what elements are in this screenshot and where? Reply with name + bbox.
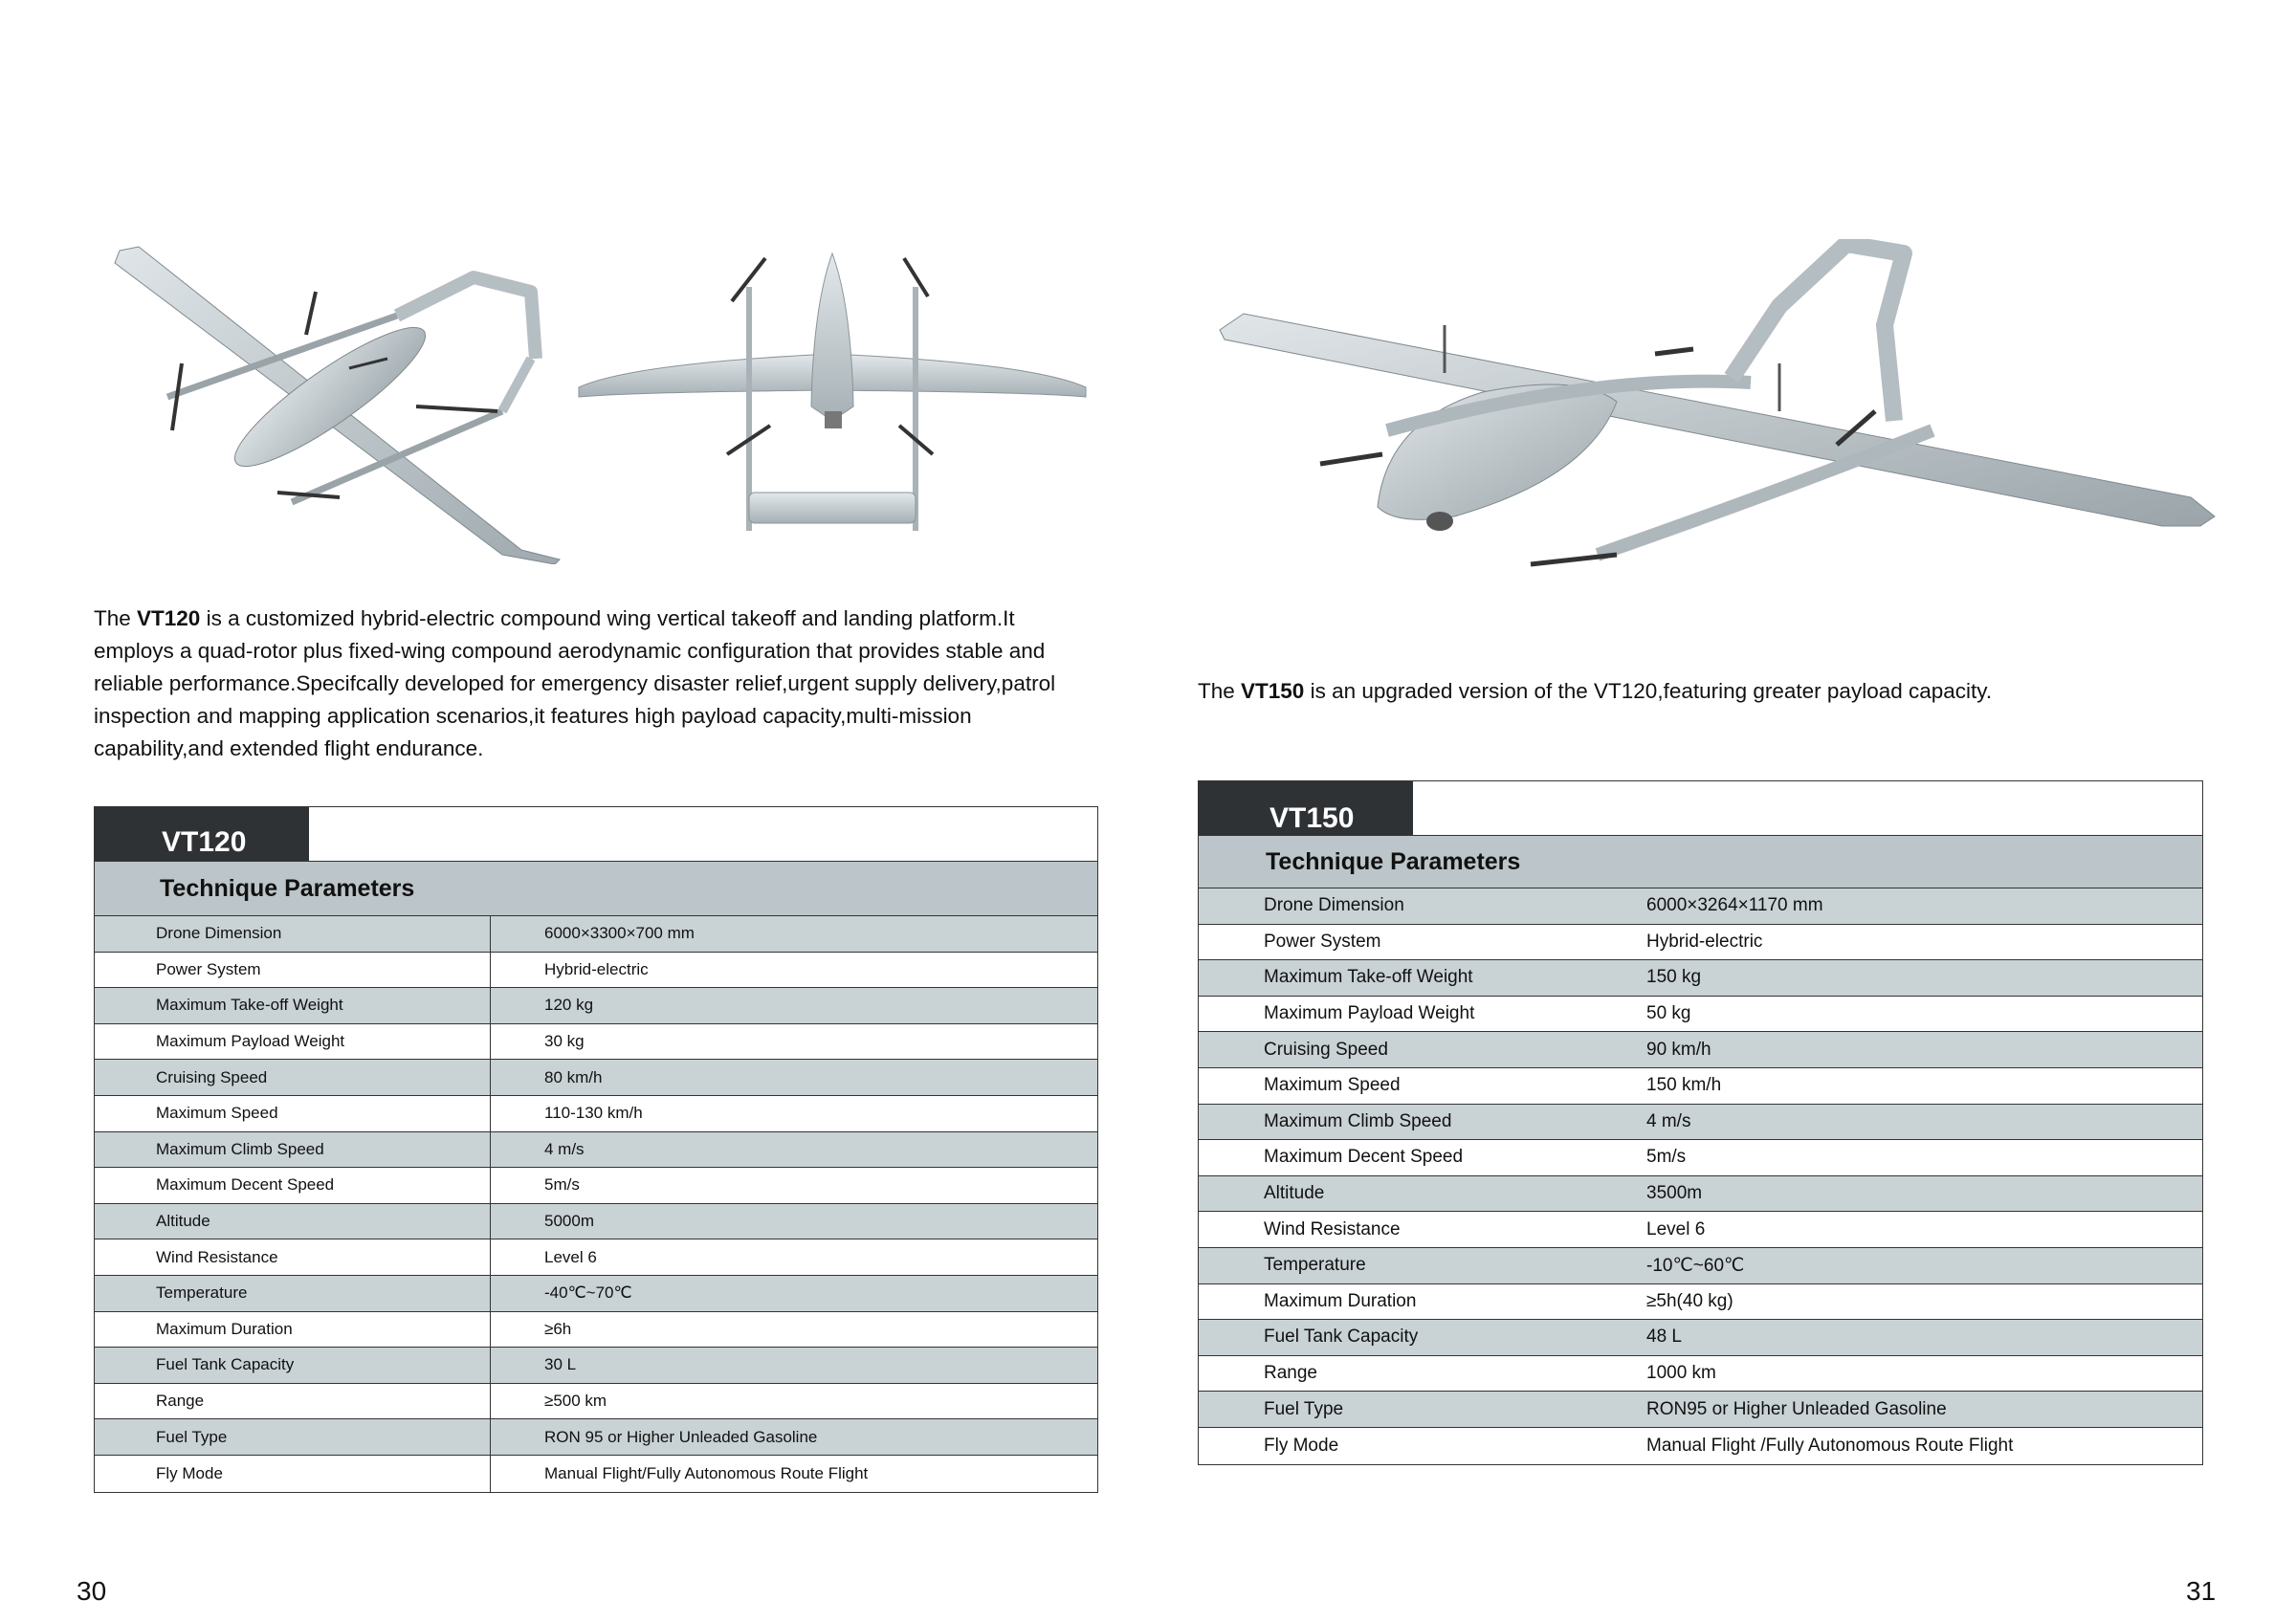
- vt120-intro-pre: The: [94, 606, 138, 630]
- vt120-tab-bar: [95, 807, 1097, 862]
- vt120-tab-label: VT120: [162, 826, 247, 858]
- spec-row: [1199, 997, 2202, 1033]
- spec-value: ≥6h: [544, 1319, 572, 1338]
- spec-row: [95, 1348, 1097, 1384]
- spec-row: [1199, 1176, 2202, 1213]
- vt120-model-tab: [95, 807, 309, 861]
- spec-value: 50 kg: [1646, 1003, 1691, 1024]
- spec-label: Maximum Take-off Weight: [95, 988, 491, 1023]
- spec-value: 110-130 km/h: [544, 1104, 643, 1123]
- spec-value: Hybrid-electric: [1646, 931, 1763, 952]
- spec-value: Hybrid-electric: [544, 959, 649, 978]
- spec-row: [1199, 1392, 2202, 1428]
- spec-label: Wind Resistance: [95, 1239, 491, 1275]
- spec-row: [1199, 1212, 2202, 1248]
- spec-value: 5m/s: [544, 1175, 580, 1195]
- vt150-drone-image: [1215, 239, 2219, 569]
- spec-label: Maximum Speed: [1264, 1075, 1401, 1096]
- spec-row: [95, 1456, 1097, 1492]
- spec-value: 5m/s: [1646, 1147, 1687, 1168]
- spec-value: 150 km/h: [1646, 1075, 1722, 1096]
- spec-value: 6000×3264×1170 mm: [1646, 895, 1823, 916]
- spec-row: [1199, 1248, 2202, 1284]
- vt120-intro-post: is a customized hybrid-electric compound wing vertical takeoff and landing platform.It employs a quad-rotor plus fixed-wing compound aerodynamic configuration that provides stable and reliable performance.Specifcally developed for emergency disaster relief,urgent supply delivery,patrol inspection and mapping application scenarios,it features high payload capacity,multi-mission capability,and extended flight endurance.: [94, 606, 1056, 760]
- spec-label: Temperature: [95, 1276, 491, 1311]
- vt120-drone-angled-image: [110, 239, 588, 564]
- spec-label: Maximum Payload Weight: [95, 1024, 491, 1060]
- spec-label: Fly Mode: [1264, 1435, 1339, 1456]
- spec-value: Level 6: [544, 1247, 597, 1266]
- vt120-spec-table: [94, 806, 1098, 1493]
- spec-label: Maximum Speed: [95, 1096, 491, 1131]
- spec-row: [95, 1132, 1097, 1169]
- spec-row: [95, 1024, 1097, 1061]
- spec-label: Wind Resistance: [1264, 1218, 1401, 1239]
- spec-value: 30 L: [544, 1355, 577, 1374]
- page-number-left: 30: [77, 1576, 107, 1606]
- spec-label: Maximum Payload Weight: [1264, 1003, 1475, 1024]
- spec-value: 150 kg: [1646, 967, 1702, 988]
- vt150-subheading-label: Technique Parameters: [1266, 847, 1521, 875]
- spec-label: Drone Dimension: [1264, 895, 1404, 916]
- spec-value: 30 kg: [544, 1032, 585, 1051]
- spec-row: [95, 988, 1097, 1024]
- spec-value: 120 kg: [544, 996, 594, 1015]
- vt150-intro-pre: The: [1198, 679, 1242, 703]
- spec-value: Manual Flight /Fully Autonomous Route Flight: [1646, 1435, 2014, 1456]
- spec-label: Fuel Type: [95, 1419, 491, 1455]
- spec-value: ≥5h(40 kg): [1646, 1290, 1733, 1311]
- spec-row: [95, 1312, 1097, 1349]
- spec-row: [95, 1096, 1097, 1132]
- spec-label: Maximum Climb Speed: [95, 1132, 491, 1168]
- spec-label: Range: [95, 1384, 491, 1419]
- spec-value: 1000 km: [1646, 1363, 1716, 1384]
- spec-value: 80 km/h: [544, 1067, 603, 1086]
- spec-row: [95, 1239, 1097, 1276]
- spec-value: Level 6: [1646, 1218, 1706, 1239]
- spec-row: [1199, 1140, 2202, 1176]
- spec-row: [1199, 1105, 2202, 1141]
- vt150-intro-model: VT150: [1241, 679, 1305, 703]
- spec-label: Maximum Decent Speed: [95, 1168, 491, 1203]
- spec-value: 5000m: [544, 1212, 594, 1231]
- spec-row: [1199, 1068, 2202, 1105]
- spec-label: Altitude: [95, 1204, 491, 1239]
- spec-label: Maximum Duration: [1264, 1290, 1417, 1311]
- vt120-subheading-label: Technique Parameters: [160, 874, 415, 902]
- spec-row: [1199, 1032, 2202, 1068]
- vt150-spec-table: [1198, 780, 2203, 1465]
- vt150-tab-label: VT150: [1269, 802, 1355, 834]
- spec-label: Maximum Take-off Weight: [1264, 967, 1473, 988]
- spec-value: ≥500 km: [544, 1392, 607, 1411]
- spec-row: [95, 1204, 1097, 1240]
- spec-label: Range: [1264, 1363, 1317, 1384]
- vt150-tab-bar: [1199, 781, 2202, 836]
- vt120-rows: [95, 916, 1097, 1492]
- spec-value: 4 m/s: [544, 1139, 585, 1158]
- spec-label: Cruising Speed: [1264, 1039, 1388, 1060]
- spec-label: Fly Mode: [95, 1456, 491, 1492]
- spec-label: Fuel Tank Capacity: [1264, 1327, 1419, 1348]
- vt150-intro-post: is an upgraded version of the VT120,featuring greater payload capacity.: [1304, 679, 1993, 703]
- spec-row: [1199, 1320, 2202, 1356]
- spec-row: [1199, 1428, 2202, 1464]
- spec-value: 6000×3300×700 mm: [544, 924, 695, 943]
- spec-label: Drone Dimension: [95, 916, 491, 952]
- spec-value: 90 km/h: [1646, 1039, 1711, 1060]
- spec-label: Fuel Tank Capacity: [95, 1348, 491, 1383]
- vt120-intro-model: VT120: [137, 606, 201, 630]
- spec-label: Cruising Speed: [95, 1060, 491, 1095]
- spec-label: Maximum Decent Speed: [1264, 1147, 1464, 1168]
- spec-row: [95, 953, 1097, 989]
- spec-label: Maximum Climb Speed: [1264, 1110, 1452, 1131]
- spec-value: RON 95 or Higher Unleaded Gasoline: [544, 1427, 818, 1446]
- spec-row: [95, 1060, 1097, 1096]
- vt120-drone-top-image: [574, 249, 1091, 536]
- spec-value: -40℃~70℃: [544, 1283, 632, 1303]
- vt150-rows: [1199, 888, 2202, 1464]
- spec-row: [95, 1276, 1097, 1312]
- spec-label: Altitude: [1264, 1183, 1325, 1204]
- spec-row: [1199, 960, 2202, 997]
- spec-value: 48 L: [1646, 1327, 1682, 1348]
- vt150-intro-paragraph: [1198, 675, 2202, 708]
- vt150-model-tab: [1199, 781, 1413, 835]
- vt120-intro-paragraph: [94, 603, 1089, 765]
- spec-row: [1199, 1356, 2202, 1393]
- spec-value: RON95 or Higher Unleaded Gasoline: [1646, 1398, 1947, 1419]
- vt150-technique-parameters-heading: [1199, 836, 2202, 888]
- spec-value: Manual Flight/Fully Autonomous Route Flight: [544, 1463, 869, 1482]
- spec-row: [1199, 925, 2202, 961]
- spec-row: [1199, 888, 2202, 925]
- vt120-technique-parameters-heading: [95, 862, 1097, 916]
- spec-row: [95, 1168, 1097, 1204]
- spec-value: 4 m/s: [1646, 1110, 1691, 1131]
- spec-row: [1199, 1284, 2202, 1321]
- spec-row: [95, 1419, 1097, 1456]
- spec-label: Power System: [95, 953, 491, 988]
- spec-label: Power System: [1264, 931, 1381, 952]
- spec-label: Maximum Duration: [95, 1312, 491, 1348]
- spec-value: -10℃~60℃: [1646, 1255, 1745, 1276]
- spec-row: [95, 1384, 1097, 1420]
- spec-row: [95, 916, 1097, 953]
- spec-label: Fuel Type: [1264, 1398, 1344, 1419]
- spec-value: 3500m: [1646, 1183, 1703, 1204]
- page-number-right: 31: [2186, 1576, 2217, 1606]
- spec-label: Temperature: [1264, 1255, 1366, 1276]
